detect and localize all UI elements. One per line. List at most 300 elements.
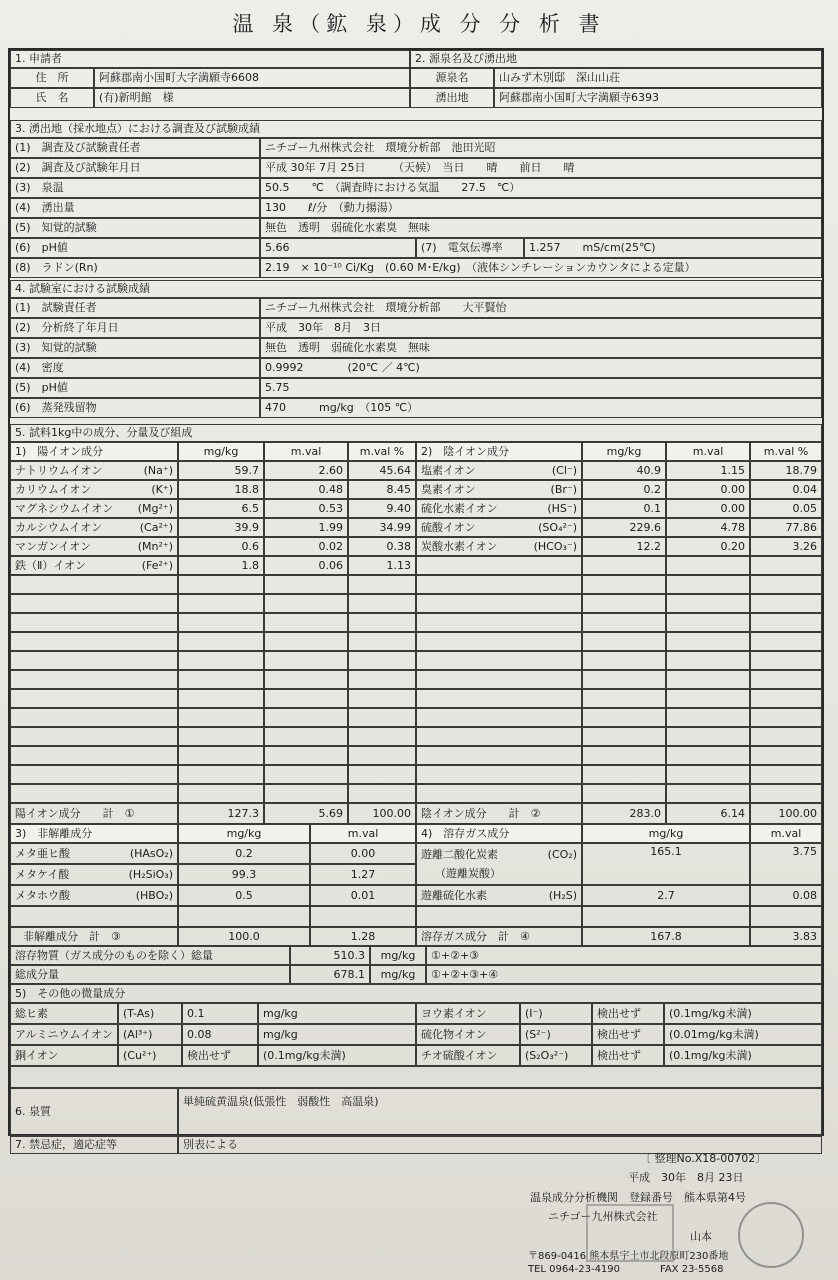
anion-row-mgkg [582,727,666,746]
anion-row-mval [666,689,750,708]
cation-ion-name: マンガンイオン [15,539,92,553]
gas-row-mgkg [582,906,750,927]
quality-value: 単純硫黄温泉(低張性 弱酸性 高温泉) [178,1088,822,1136]
cation-row-pct [348,632,416,651]
gas-unit-mval: m.val [750,824,822,843]
lab-row-label: (6) 蒸発残留物 [10,398,260,418]
anion-row-mval [666,613,750,632]
cation-row-pct: 1.13 [348,556,416,575]
field-row-value: 2.19 × 10⁻¹⁰ Ci/Kg (0.60 M･E/kg) （液体シンチレーションカウンタによる定量） [260,258,822,278]
total-components-value: 678.1 [290,965,370,984]
lab-row-value: ニチゴー九州株式会社 環境分析部 大平賢怡 [260,298,822,318]
field-heading: 3. 湧出地（採水地点）における調査及び試験成績 [10,120,822,138]
anion-row-name [416,727,582,746]
anion-row-pct: 77.86 [750,518,822,537]
lab-row-value: 470 mg/kg （105 ℃） [260,398,822,418]
anion-ion-formula: (HS⁻) [547,501,577,515]
cation-row-mval: 0.48 [264,480,348,499]
anion-ion-formula: (SO₄²⁻) [538,520,577,534]
field-row-label: (2) 調査及び試験年月日 [10,158,260,178]
cation-row-mval: 1.99 [264,518,348,537]
anion-row-mval [666,575,750,594]
cation-row-name [10,784,178,803]
anion-row-pct [750,651,822,670]
gas-formula: (CO₂) [547,847,577,861]
nondissociated-name: メタホウ酸 [15,888,70,902]
lab-row-label: (5) pH値 [10,378,260,398]
cation-row-name [10,480,178,499]
anion-row-mgkg: 229.6 [582,518,666,537]
anion-row-mval: 4.78 [666,518,750,537]
anion-row-mgkg [582,765,666,784]
applicant-address: 阿蘇郡南小国町大字満願寺6608 [94,68,410,88]
lab-row-value: 平成 30年 8月 3日 [260,318,822,338]
anion-row-name [416,632,582,651]
anion-row-pct [750,727,822,746]
anion-row-mgkg [582,784,666,803]
applicant-name: (有)新明館 様 [94,88,410,108]
trace-heading: 5) その他の微量成分 [10,984,822,1003]
company-tel: TEL 0964-23-4190 [528,1264,621,1275]
cation-row-name [10,727,178,746]
cation-row-pct [348,708,416,727]
anion-row-mval [666,594,750,613]
gas-heading: 4) 溶存ガス成分 [416,824,582,843]
cation-row-mgkg [178,651,264,670]
field-row-value: 無色 透明 弱硫化水素臭 無味 [260,218,822,238]
anion-row-name [416,594,582,613]
trace-unit: mg/kg [258,1024,416,1045]
trace-name-2: チオ硫酸イオン [416,1045,520,1066]
cation-row-mval [264,784,348,803]
anion-row-pct [750,575,822,594]
cation-ion-formula: (Mn²⁺) [137,539,173,553]
trace-formula-2: (I⁻) [520,1003,592,1024]
anion-row-mval: 0.00 [666,480,750,499]
cation-row-pct [348,765,416,784]
anion-row-name [416,746,582,765]
representative-name: 山本 [690,1230,712,1243]
anion-row-pct [750,708,822,727]
field-row-value: 130 ℓ/分 （動力揚湯） [260,198,822,218]
gas-row-mgkg: 2.7 [582,885,750,906]
cation-row-name [10,765,178,784]
anion-row-mgkg [582,632,666,651]
trace-value-2: 検出せず [592,1045,664,1066]
cation-row-mval [264,651,348,670]
cation-ion-formula: (Na⁺) [143,463,173,477]
anion-row-mval [666,765,750,784]
lab-row-label: (1) 試験責任者 [10,298,260,318]
components-heading: 5. 試料1kg中の成分、分量及び組成 [10,424,822,442]
company-name: ニチゴー九州株式会社 [548,1210,658,1223]
trace-name-2: 硫化物イオン [416,1024,520,1045]
anion-row-mgkg: 0.1 [582,499,666,518]
cation-row-name [10,632,178,651]
trace-formula-2: (S²⁻) [520,1024,592,1045]
anion-row-mgkg [582,746,666,765]
cation-row-mval [264,575,348,594]
cation-row-pct [348,727,416,746]
anion-total-pct: 100.00 [750,803,822,824]
source-name-label: 源泉名 [410,68,494,88]
nondissociated-row-mgkg [178,906,310,927]
trace-name: 銅イオン [10,1045,118,1066]
field-row-label: (1) 調査及び試験責任者 [10,138,260,158]
anion-ion-formula: (Cl⁻) [551,463,577,477]
document-title: 温 泉（鉱 泉）成 分 分 析 書 [232,12,606,36]
trace-name-2: ヨウ素イオン [416,1003,520,1024]
nondissociated-row-mval: 1.27 [310,864,416,885]
nondissociated-unit-mval: m.val [310,824,416,843]
cation-unit-mgkg: mg/kg [178,442,264,461]
anion-row-pct [750,670,822,689]
anion-row-mval [666,632,750,651]
cation-total-mval: 5.69 [264,803,348,824]
anion-row-mgkg [582,708,666,727]
trace-formula: (Cu²⁺) [118,1045,182,1066]
cation-row-mgkg [178,689,264,708]
gas-row-name [416,885,582,906]
cation-row-mgkg: 59.7 [178,461,264,480]
trace-formula: (T-As) [118,1003,182,1024]
cation-row-name [10,575,178,594]
anion-ion-name: 臭素イオン [421,482,476,496]
lab-row-label: (3) 知覚的試験 [10,338,260,358]
cation-ion-name: カリウムイオン [15,482,92,496]
cation-row-pct [348,670,416,689]
nondissociated-formula: (HAsO₂) [129,846,173,860]
anion-unit-mval: m.val [666,442,750,461]
anion-row-mgkg [582,670,666,689]
nondissociated-heading: 3) 非解離成分 [10,824,178,843]
cation-unit-mval: m.val [264,442,348,461]
dissolved-label: 溶存物質（ガス成分のものを除く）総量 [10,946,290,965]
cation-row-mgkg [178,784,264,803]
cation-ion-formula: (Ca²⁺) [139,520,173,534]
anion-unit-pct: m.val % [750,442,822,461]
cation-row-name [10,556,178,575]
cation-row-mgkg [178,575,264,594]
trace-note-2: (0.01mg/kg未満) [664,1024,822,1045]
cation-row-mgkg: 1.8 [178,556,264,575]
cation-row-name [10,670,178,689]
anion-row-name [416,613,582,632]
anion-row-mval: 0.00 [666,499,750,518]
cation-row-mgkg [178,727,264,746]
cation-row-pct [348,575,416,594]
cation-row-mgkg: 0.6 [178,537,264,556]
gas-row-name [416,906,582,927]
cation-row-mgkg [178,708,264,727]
anion-row-pct [750,632,822,651]
anion-unit-mgkg: mg/kg [582,442,666,461]
cation-row-name [10,746,178,765]
nondissociated-total-mval: 1.28 [310,927,416,946]
cation-row-pct: 34.99 [348,518,416,537]
reference-number: 〔 整理No.X18-00702〕 [640,1152,767,1165]
nondissociated-row-name [10,864,178,885]
nondissociated-unit-mgkg: mg/kg [178,824,310,843]
lab-row-label: (4) 密度 [10,358,260,378]
cation-ion-name: 鉄（Ⅱ）イオン [15,558,87,572]
nondissociated-row-mval [310,906,416,927]
anion-row-name [416,651,582,670]
gas-row-mval: 0.08 [750,885,822,906]
registration-line: 温泉成分分析機関 登録番号 熊本県第4号 [530,1191,746,1204]
trace-formula-2: (S₂O₃²⁻) [520,1045,592,1066]
anion-total-mval: 6.14 [666,803,750,824]
gas-name-line [421,848,577,861]
total-components-unit: mg/kg [370,965,426,984]
cation-ion-name: ナトリウムイオン [15,463,103,477]
gas-row-mgkg: 165.1 [582,843,750,885]
cation-row-mgkg [178,594,264,613]
cation-row-mval: 2.60 [264,461,348,480]
field-row-value: 50.5 ℃ （調査時における気温 27.5 ℃） [260,178,822,198]
nondissociated-row-mgkg: 0.2 [178,843,310,864]
nondissociated-formula: (HBO₂) [135,888,173,902]
cation-ion-formula: (K⁺) [151,482,173,496]
gas-row-name [416,843,582,885]
anion-row-name [416,461,582,480]
anion-row-pct [750,594,822,613]
cation-row-mval [264,670,348,689]
gas-total-mgkg: 167.8 [582,927,750,946]
cation-row-mgkg [178,765,264,784]
anion-ion-name: 塩素イオン [421,463,476,477]
cation-row-pct [348,784,416,803]
anion-heading: 2) 陰イオン成分 [416,442,582,461]
field-row-value: 5.66 [260,238,416,258]
cation-row-mval [264,746,348,765]
anion-row-name [416,499,582,518]
anion-ion-name: 硫化水素イオン [421,501,498,515]
cation-row-mval [264,632,348,651]
field-row-label: (6) pH値 [10,238,260,258]
field-row-label: (3) 泉温 [10,178,260,198]
cation-row-mgkg: 6.5 [178,499,264,518]
address-label: 住 所 [10,68,94,88]
anion-row-pct: 3.26 [750,537,822,556]
anion-row-pct: 0.05 [750,499,822,518]
trace-unit: mg/kg [258,1003,416,1024]
cation-row-name [10,537,178,556]
cation-ion-name: マグネシウムイオン [15,501,114,515]
cation-ion-formula: (Mg²⁺) [137,501,173,515]
trace-value: 0.1 [182,1003,258,1024]
anion-ion-formula: (Br⁻) [550,482,577,496]
anion-row-name [416,537,582,556]
nondissociated-name: メタケイ酸 [15,867,70,881]
indications-value: 別表による [178,1136,822,1154]
anion-row-mval [666,784,750,803]
field-row-label: (5) 知覚的試験 [10,218,260,238]
trace-value: 0.08 [182,1024,258,1045]
anion-row-pct [750,613,822,632]
source-heading: 2. 源泉名及び湧出地 [410,50,822,68]
anion-ion-name: 炭酸水素イオン [421,539,498,553]
cation-row-name [10,613,178,632]
analysis-form [8,48,824,1152]
cation-row-name [10,708,178,727]
anion-row-pct [750,746,822,765]
trace-unit: (0.1mg/kg未満) [258,1045,416,1066]
anion-row-pct [750,765,822,784]
trace-name: 総ヒ素 [10,1003,118,1024]
gas-row-mval [750,906,822,927]
dissolved-formula: ①+②+③ [426,946,822,965]
gas-formula: (H₂S) [548,888,577,902]
anion-row-name [416,765,582,784]
total-components-formula: ①+②+③+④ [426,965,822,984]
lab-row-value: 0.9992 (20℃ ／ 4℃) [260,358,822,378]
anion-row-mgkg: 0.2 [582,480,666,499]
gas-name: 遊離硫化水素 [421,888,487,902]
name-label: 氏 名 [10,88,94,108]
cation-row-name [10,518,178,537]
gas-name: 遊離二酸化炭素 [421,847,498,861]
trace-value-2: 検出せず [592,1024,664,1045]
anion-ion-name: 硫酸イオン [421,520,476,534]
company-fax: FAX 23-5568 [660,1264,724,1275]
cation-row-name [10,594,178,613]
conductivity-value: 1.257 mS/cm(25℃) [524,238,822,258]
cation-row-mgkg: 39.9 [178,518,264,537]
trace-value: 検出せず [182,1045,258,1066]
location-label: 湧出地 [410,88,494,108]
applicant-heading: 1. 申請者 [10,50,410,68]
cation-row-pct [348,594,416,613]
lab-row-label: (2) 分析終了年月日 [10,318,260,338]
anion-row-mgkg [582,613,666,632]
anion-row-mval [666,670,750,689]
gas-unit-mgkg: mg/kg [582,824,750,843]
nondissociated-row-mval: 0.01 [310,885,416,906]
anion-row-mgkg [582,575,666,594]
nondissociated-name: メタ亜ヒ酸 [15,846,70,860]
cation-row-mval: 0.06 [264,556,348,575]
company-stamp [586,1204,674,1262]
issue-date: 平成 30年 8月 23日 [628,1171,744,1184]
anion-row-name [416,689,582,708]
field-row-value: 平成 30年 7月 25日 （天候） 当日 晴 前日 晴 [260,158,822,178]
nondissociated-row-mval: 0.00 [310,843,416,864]
anion-row-mval [666,708,750,727]
anion-row-mgkg [582,594,666,613]
gas-row-mval: 3.75 [750,843,822,885]
anion-row-mval [666,556,750,575]
trace-note-2: (0.1mg/kg未満) [664,1045,822,1066]
cation-row-pct: 45.64 [348,461,416,480]
cation-row-mval [264,689,348,708]
cation-ion-formula: (Fe²⁺) [141,558,173,572]
cation-row-name [10,499,178,518]
anion-row-name [416,556,582,575]
cation-row-mgkg [178,746,264,765]
cation-row-mval [264,613,348,632]
cation-row-mval [264,727,348,746]
nondissociated-row-name [10,906,178,927]
trace-blank-row [10,1066,822,1088]
trace-note-2: (0.1mg/kg未満) [664,1003,822,1024]
anion-row-mgkg: 12.2 [582,537,666,556]
anion-row-pct: 0.04 [750,480,822,499]
company-address: 〒869-0416 熊本県宇土市北段原町230番地 [528,1251,729,1262]
cation-total-mgkg: 127.3 [178,803,264,824]
lab-row-value: 5.75 [260,378,822,398]
lab-row-value: 無色 透明 弱硫化水素臭 無味 [260,338,822,358]
cation-row-pct [348,613,416,632]
trace-value-2: 検出せず [592,1003,664,1024]
nondissociated-row-mgkg: 0.5 [178,885,310,906]
gas-subname: （遊離炭酸） [435,867,501,880]
cation-row-mval [264,594,348,613]
cation-heading: 1) 陽イオン成分 [10,442,178,461]
dissolved-unit: mg/kg [370,946,426,965]
indications-label: 7. 禁忌症，適応症等 [10,1136,178,1154]
cation-row-pct [348,651,416,670]
cation-row-mgkg: 18.8 [178,480,264,499]
anion-row-mval: 0.20 [666,537,750,556]
nondissociated-row-name [10,843,178,864]
nondissociated-total-mgkg: 100.0 [178,927,310,946]
anion-row-mval: 1.15 [666,461,750,480]
source-name: 山みず木別邸 深山山荘 [494,68,822,88]
field-row-value: ニチゴー九州株式会社 環境分析部 池田光昭 [260,138,822,158]
cation-row-mval: 0.53 [264,499,348,518]
official-seal [738,1202,804,1268]
conductivity-label: (7) 電気伝導率 [416,238,524,258]
field-row-label: (4) 湧出量 [10,198,260,218]
anion-row-name [416,670,582,689]
anion-row-pct [750,556,822,575]
anion-row-mgkg [582,651,666,670]
nondissociated-row-name [10,885,178,906]
cation-ion-name: カルシウムイオン [15,520,103,534]
anion-row-pct [750,784,822,803]
anion-row-mval [666,651,750,670]
cation-row-name [10,689,178,708]
anion-row-mval [666,727,750,746]
nondissociated-row-mgkg: 99.3 [178,864,310,885]
cation-row-mval: 0.02 [264,537,348,556]
source-location: 阿蘇郡南小国町大字満願寺6393 [494,88,822,108]
anion-row-name [416,784,582,803]
cation-unit-pct: m.val % [348,442,416,461]
trace-name: アルミニウムイオン [10,1024,118,1045]
cation-row-mgkg [178,670,264,689]
anion-row-pct: 18.79 [750,461,822,480]
anion-ion-formula: (HCO₃⁻) [533,539,577,553]
anion-row-mgkg [582,556,666,575]
gas-total-label: 溶存ガス成分 計 ④ [416,927,582,946]
cation-row-mgkg [178,613,264,632]
anion-row-mgkg: 40.9 [582,461,666,480]
anion-row-name [416,575,582,594]
gas-total-mval: 3.83 [750,927,822,946]
cation-row-pct [348,689,416,708]
anion-row-name [416,708,582,727]
nondissociated-formula: (H₂SiO₃) [128,867,173,881]
anion-row-name [416,518,582,537]
cation-row-pct: 8.45 [348,480,416,499]
cation-row-name [10,651,178,670]
cation-row-mval [264,765,348,784]
anion-total-mgkg: 283.0 [582,803,666,824]
quality-label: 6. 泉質 [10,1088,178,1136]
dissolved-value: 510.3 [290,946,370,965]
